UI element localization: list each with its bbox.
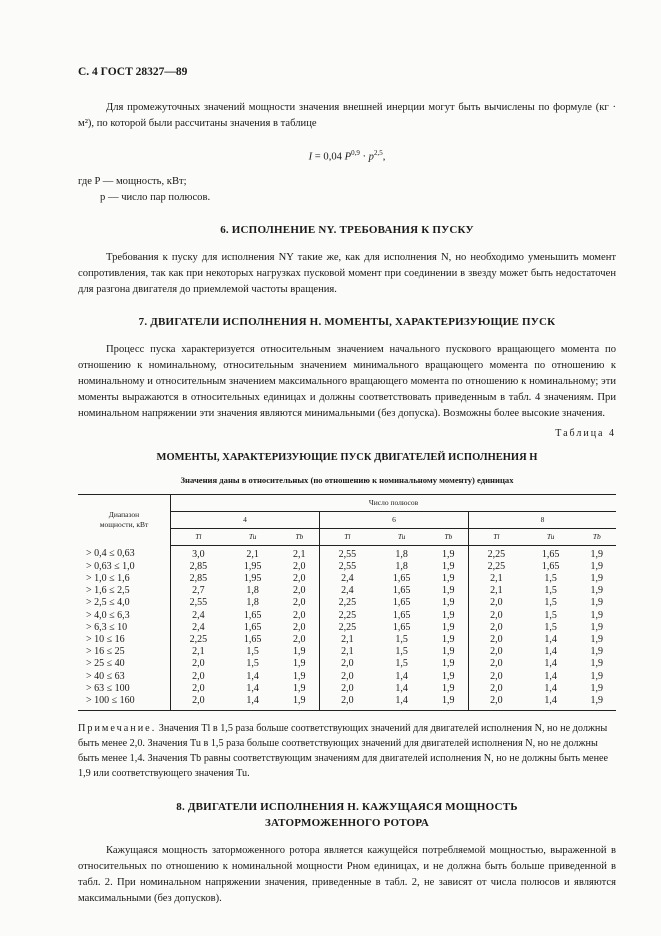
value-cell: 2,25	[338, 609, 357, 621]
value-cell: 1,9	[429, 671, 469, 683]
formula-legend	[78, 174, 616, 206]
value-cell: 1,4	[544, 646, 557, 658]
value-cell: 1,95	[243, 572, 262, 584]
value-cell: 2,0	[320, 695, 375, 711]
subcol-header: Tu	[226, 528, 280, 545]
value-cell: 1,9	[590, 633, 604, 645]
table-row	[78, 561, 616, 573]
value-cell: 1,9	[280, 646, 320, 658]
range-cell: > 1,6 ≤ 2,5	[78, 585, 171, 597]
formula-exp-power: 0,9	[351, 149, 360, 157]
value-cell: 1,9	[590, 646, 604, 658]
range-cell: > 40 ≤ 63	[78, 671, 171, 683]
range-cell: > 2,5 ≤ 4,0	[78, 597, 171, 609]
value-cell: 2,0	[280, 561, 320, 573]
subcol-header: Tu	[375, 528, 429, 545]
poles-6-header: 6	[320, 511, 469, 528]
table-row	[78, 646, 616, 658]
table-row	[78, 671, 616, 683]
table-label: Таблица 4	[555, 427, 616, 439]
note-text: Значения Tl в 1,5 раза больше соответствующих значений для двигателей исполнения N, но не должны быть менее 2,0. Значения Tu в 1,5 раза больше соответствующих значений для двигателей исполнения N, но не должны быть менее 1,4. Значения Tb равны соответствующим значениям для двигателей исполнения N, но не должны быть менее 1,9 или соответствующего значения Tu.	[78, 723, 609, 780]
value-cell: 1,5	[544, 621, 557, 633]
table-subtitle: Значения даны в относительных (по отношению к номинальному моменту) единицах	[180, 474, 514, 485]
value-cell: 1,65	[392, 585, 411, 597]
value-cell: 2,4	[341, 572, 354, 584]
formula-pairs: p	[368, 151, 374, 163]
value-cell: 1,9	[590, 572, 604, 584]
table-row	[78, 585, 616, 597]
section-7-title: 7. ДВИГАТЕЛИ ИСПОЛНЕНИЯ Н. МОМЕНТЫ, ХАРАКТЕРИЗУЮЩИЕ ПУСК	[138, 315, 556, 328]
value-cell: 1,9	[578, 695, 616, 711]
value-cell: 2,25	[338, 621, 357, 633]
value-cell: 2,0	[280, 634, 320, 646]
table-row	[78, 695, 616, 711]
value-cell: 1,8	[246, 585, 259, 597]
table-row	[78, 610, 616, 622]
value-cell: 1,4	[544, 658, 557, 670]
torque-table	[78, 494, 616, 712]
value-cell: 1,5	[395, 658, 408, 670]
value-cell: 2,85	[189, 560, 208, 572]
value-cell: 1,9	[429, 658, 469, 670]
value-cell: 2,0	[280, 622, 320, 634]
value-cell: 2,0	[280, 610, 320, 622]
value-cell: 2,0	[469, 695, 524, 711]
value-cell: 1,4	[544, 682, 557, 694]
value-cell: 1,5	[395, 633, 408, 645]
range-cell: > 25 ≤ 40	[78, 658, 171, 670]
value-cell: 2,0	[192, 658, 205, 670]
value-cell: 2,0	[171, 695, 226, 711]
subcol-header: Tl	[320, 528, 375, 545]
value-cell: 1,9	[429, 561, 469, 573]
value-cell: 1,4	[524, 695, 578, 711]
table-row	[78, 545, 616, 561]
value-cell: 2,85	[189, 572, 208, 584]
formula-lhs: I	[308, 151, 313, 163]
poles-4-header: 4	[171, 511, 320, 528]
range-cell: > 0,63 ≤ 1,0	[78, 561, 171, 573]
subcol-header: Tb	[429, 528, 469, 545]
value-cell: 2,1	[246, 548, 259, 560]
value-cell: 3,0	[192, 548, 205, 560]
formula-power: P	[344, 151, 352, 163]
range-cell: > 100 ≤ 160	[78, 695, 171, 711]
value-cell: 2,0	[490, 670, 503, 682]
table-title: МОМЕНТЫ, ХАРАКТЕРИЗУЮЩИЕ ПУСК ДВИГАТЕЛЕЙ ИСПОЛНЕНИЯ Н	[156, 451, 538, 463]
formula-dot: ·	[359, 151, 369, 163]
value-cell: 2,0	[280, 573, 320, 585]
value-cell: 1,5	[544, 597, 557, 609]
value-cell: 1,9	[429, 573, 469, 585]
value-cell: 1,5	[395, 646, 408, 658]
subcol-header: Tu	[524, 528, 578, 545]
value-cell: 1,65	[541, 548, 560, 560]
range-cell: > 63 ≤ 100	[78, 683, 171, 695]
table-row	[78, 683, 616, 695]
formula-exp-pairs: 2,5	[373, 149, 383, 157]
range-cell: > 10 ≤ 16	[78, 634, 171, 646]
section-7-text: Процесс пуска характеризуется относительным значением начального пускового вращающего момента по отношению к номинальному, относительным значением минимального вращающего момента по отношению к номинальному и относительным значением максимального вращающего момента по отношению к номинальному; эти моменты выражаются в относительных единицах и должны соответствовать приведенным в табл. 4 значениям. При номинальном напряжении эти значения являются минимальными (без допуска). Возможны более высокие значения.	[78, 343, 616, 419]
value-cell: 1,8	[395, 560, 408, 572]
value-cell: 1,5	[544, 585, 557, 597]
value-cell: 2,1	[280, 545, 320, 561]
intro-paragraph: Для промежуточных значений мощности значения внешней инерции могут быть вычислены по формуле (кг · м²), по которой были рассчитаны значения в таблице	[78, 102, 616, 129]
range-cell: > 16 ≤ 25	[78, 646, 171, 658]
range-header-line-1: Диапазон	[108, 509, 140, 519]
value-cell: 1,9	[590, 621, 604, 633]
value-cell: 1,8	[246, 597, 259, 609]
value-cell: 1,65	[392, 597, 411, 609]
range-cell: > 1,0 ≤ 1,6	[78, 573, 171, 585]
value-cell: 1,4	[246, 670, 259, 682]
value-cell: 2,7	[192, 585, 205, 597]
value-cell: 1,4	[246, 682, 259, 694]
section-6-title: 6. ИСПОЛНЕНИЕ NY. ТРЕБОВАНИЯ К ПУСКУ	[220, 223, 474, 236]
value-cell: 1,9	[590, 560, 604, 572]
table-row	[78, 597, 616, 609]
value-cell: 1,65	[392, 572, 411, 584]
value-cell: 2,1	[341, 646, 354, 658]
value-cell: 1,8	[395, 548, 408, 560]
value-cell: 1,5	[246, 658, 259, 670]
value-cell: 2,4	[341, 585, 354, 597]
value-cell: 1,9	[590, 658, 604, 670]
section-8-title-line-2: ЗАТОРМОЖЕННОГО РОТОРА	[264, 817, 430, 830]
value-cell: 1,9	[590, 585, 604, 597]
value-cell: 2,0	[490, 633, 503, 645]
poles-8-header: 8	[469, 511, 617, 528]
value-cell: 2,1	[490, 585, 503, 597]
legend-power: где P — мощность, кВт;	[78, 175, 187, 187]
value-cell: 2,4	[192, 609, 205, 621]
table-row	[78, 634, 616, 646]
value-cell: 2,0	[341, 682, 354, 694]
value-cell: 1,95	[243, 560, 262, 572]
value-cell: 2,0	[341, 670, 354, 682]
value-cell: 1,5	[544, 609, 557, 621]
value-cell: 1,9	[590, 597, 604, 609]
document-page	[78, 64, 616, 907]
subcol-header: Tl	[171, 528, 226, 545]
table-row	[78, 622, 616, 634]
range-column-header	[78, 494, 171, 545]
table-note	[78, 721, 616, 781]
value-cell: 1,65	[392, 621, 411, 633]
poles-header: Число полюсов	[171, 494, 617, 511]
value-cell: 1,4	[544, 633, 557, 645]
value-cell: 1,9	[280, 683, 320, 695]
range-header-line-2: мощности, кВт	[99, 519, 149, 529]
section-8-title	[78, 799, 616, 831]
value-cell: 1,65	[541, 560, 560, 572]
table-row	[78, 658, 616, 670]
value-cell: 1,9	[429, 597, 469, 609]
value-cell: 2,0	[280, 597, 320, 609]
range-cell: > 0,4 ≤ 0,63	[78, 545, 171, 561]
value-cell: 1,9	[280, 695, 320, 711]
value-cell: 2,0	[490, 621, 503, 633]
value-cell: 1,9	[429, 610, 469, 622]
value-cell: 1,4	[375, 695, 429, 711]
legend-pairs: p — число пар полюсов.	[100, 191, 211, 203]
value-cell: 1,9	[590, 609, 604, 621]
value-cell: 1,9	[590, 682, 604, 694]
value-cell: 2,25	[487, 548, 506, 560]
value-cell: 1,9	[590, 670, 604, 682]
value-cell: 1,9	[429, 585, 469, 597]
formula-eq: = 0,04	[312, 151, 345, 163]
table-row	[78, 573, 616, 585]
value-cell: 2,1	[341, 633, 354, 645]
value-cell: 2,55	[189, 597, 208, 609]
inertia-formula	[78, 145, 616, 166]
value-cell: 2,0	[490, 609, 503, 621]
value-cell: 2,0	[280, 585, 320, 597]
value-cell: 2,25	[487, 560, 506, 572]
value-cell: 2,55	[338, 548, 357, 560]
value-cell: 2,0	[192, 670, 205, 682]
value-cell: 2,0	[490, 658, 503, 670]
section-8-text: Кажущаяся мощность заторможенного ротора является кажущейся потребляемой мощностью, выраженной в относительных по отношению к номинальной мощности Pном единицах, и не должна быть больше приведенной в табл. 2. При номинальном напряжении значения, приведенные в табл. 2, не зависят от числа полюсов и являются максимальными (без допусков).	[78, 845, 616, 905]
value-cell: 2,4	[192, 621, 205, 633]
value-cell: 1,9	[429, 622, 469, 634]
value-cell: 1,9	[429, 695, 469, 711]
value-cell: 2,25	[338, 597, 357, 609]
value-cell: 1,9	[280, 671, 320, 683]
value-cell: 2,0	[341, 658, 354, 670]
section-8-title-line-1: 8. ДВИГАТЕЛИ ИСПОЛНЕНИЯ Н. КАЖУЩАЯСЯ МОЩНОСТЬ	[176, 801, 518, 814]
value-cell: 1,65	[243, 609, 262, 621]
value-cell: 1,4	[395, 670, 408, 682]
value-cell: 1,65	[243, 621, 262, 633]
value-cell: 2,0	[490, 646, 503, 658]
value-cell: 2,55	[338, 560, 357, 572]
value-cell: 1,9	[429, 634, 469, 646]
value-cell: 1,4	[544, 670, 557, 682]
value-cell: 2,1	[192, 646, 205, 658]
subcol-header: Tb	[578, 528, 616, 545]
value-cell: 1,65	[392, 609, 411, 621]
range-cell: > 4,0 ≤ 6,3	[78, 610, 171, 622]
value-cell: 1,9	[429, 545, 469, 561]
subcol-header: Tl	[469, 528, 524, 545]
value-cell: 1,4	[395, 682, 408, 694]
value-cell: 2,25	[189, 633, 208, 645]
value-cell: 1,9	[590, 548, 604, 560]
value-cell: 1,5	[544, 572, 557, 584]
note-lead: Примечание.	[78, 723, 157, 735]
value-cell: 1,5	[246, 646, 259, 658]
value-cell: 1,9	[429, 646, 469, 658]
range-cell: > 6,3 ≤ 10	[78, 622, 171, 634]
value-cell: 2,0	[490, 682, 503, 694]
page-header: С. 4 ГОСТ 28327—89	[78, 66, 188, 78]
value-cell: 1,9	[429, 683, 469, 695]
value-cell: 2,0	[192, 682, 205, 694]
value-cell: 1,65	[243, 633, 262, 645]
section-6-text: Требования к пуску для исполнения NY такие же, как для исполнения N, но необходимо уменьшить момент сопротивления, так как при некоторых нагрузках пусковой момент при соединении в звезду может быть недостаточен для разгона двигателя до приемлемой частоты вращения.	[78, 251, 616, 295]
formula-tail: ,	[382, 151, 386, 163]
value-cell: 1,9	[280, 658, 320, 670]
value-cell: 1,4	[226, 695, 280, 711]
value-cell: 2,1	[490, 572, 503, 584]
value-cell: 2,0	[490, 597, 503, 609]
subcol-header: Tb	[280, 528, 320, 545]
